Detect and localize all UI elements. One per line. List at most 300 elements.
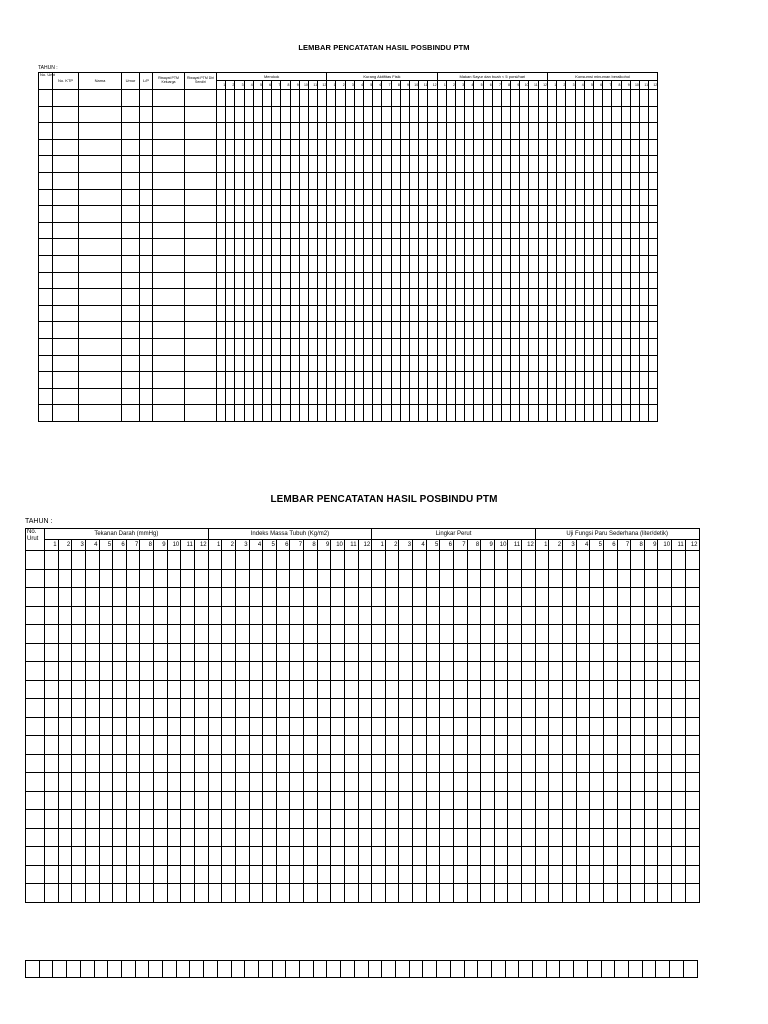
- cell: [557, 106, 566, 123]
- cell: [99, 643, 113, 662]
- cell: [399, 847, 413, 866]
- cell: [290, 355, 299, 372]
- cell: [331, 884, 345, 903]
- cell: [153, 405, 185, 422]
- cell: [413, 643, 427, 662]
- cell: [639, 289, 648, 306]
- cell: [58, 551, 72, 570]
- cell: [373, 106, 382, 123]
- cell: [344, 773, 358, 792]
- cell: [336, 123, 345, 140]
- cell: [644, 773, 658, 792]
- cell: [593, 255, 602, 272]
- cell: [538, 255, 547, 272]
- cell: [345, 106, 354, 123]
- cell: [344, 865, 358, 884]
- cell: [649, 222, 658, 239]
- cell: [126, 625, 140, 644]
- cell: [529, 106, 538, 123]
- cell: [658, 569, 672, 588]
- cell: [244, 90, 253, 107]
- cell: [566, 90, 575, 107]
- cell: [385, 791, 399, 810]
- cell: [658, 847, 672, 866]
- cell: [535, 588, 549, 607]
- cell: [290, 884, 304, 903]
- cell: [631, 588, 645, 607]
- month-header: 5: [263, 540, 277, 551]
- cell: [437, 961, 451, 978]
- cell: [557, 90, 566, 107]
- cell: [603, 588, 617, 607]
- cell: [474, 106, 483, 123]
- cell: [409, 222, 418, 239]
- cell: [85, 662, 99, 681]
- cell: [566, 355, 575, 372]
- cell: [181, 625, 195, 644]
- cell: [263, 828, 277, 847]
- cell: [344, 884, 358, 903]
- cell: [290, 405, 299, 422]
- cell: [72, 847, 86, 866]
- cell: [563, 699, 577, 718]
- cell: [58, 680, 72, 699]
- cell: [566, 289, 575, 306]
- cell: [58, 662, 72, 681]
- cell: [522, 662, 536, 681]
- cell: [208, 754, 222, 773]
- cell: [308, 123, 317, 140]
- cell: [630, 172, 639, 189]
- cell: [149, 961, 163, 978]
- ktp-header: No. KTP: [53, 73, 79, 90]
- cell: [317, 754, 331, 773]
- cell: [520, 322, 529, 339]
- cell: [113, 847, 127, 866]
- month-header: 10: [409, 81, 418, 90]
- cell: [426, 625, 440, 644]
- cell: [26, 699, 45, 718]
- cell: [455, 338, 464, 355]
- cell: [603, 239, 612, 256]
- cell: [587, 961, 601, 978]
- month-header: 10: [658, 540, 672, 551]
- cell: [122, 372, 140, 389]
- cell: [26, 606, 45, 625]
- cell: [621, 206, 630, 223]
- cell: [253, 123, 262, 140]
- cell: [122, 123, 140, 140]
- cell: [364, 156, 373, 173]
- cell: [222, 699, 236, 718]
- cell: [113, 588, 127, 607]
- cell: [253, 338, 262, 355]
- cell: [53, 123, 79, 140]
- cell: [603, 255, 612, 272]
- cell: [685, 551, 699, 570]
- cell: [617, 754, 631, 773]
- cell: [45, 662, 59, 681]
- cell: [140, 662, 154, 681]
- cell: [354, 206, 363, 223]
- cell: [566, 272, 575, 289]
- cell: [290, 255, 299, 272]
- cell: [85, 588, 99, 607]
- cell: [99, 680, 113, 699]
- cell: [317, 606, 331, 625]
- cell: [327, 189, 336, 206]
- cell: [494, 717, 508, 736]
- cell: [446, 405, 455, 422]
- cell: [644, 847, 658, 866]
- cell: [358, 680, 372, 699]
- cell: [382, 255, 391, 272]
- cell: [520, 272, 529, 289]
- cell: [249, 791, 263, 810]
- month-header: 12: [194, 540, 208, 551]
- cell: [455, 172, 464, 189]
- cell: [318, 90, 327, 107]
- cell: [372, 551, 386, 570]
- cell: [167, 828, 181, 847]
- cell: [413, 625, 427, 644]
- cell: [226, 156, 235, 173]
- cell: [235, 90, 244, 107]
- cell: [58, 606, 72, 625]
- cell: [79, 405, 122, 422]
- cell: [672, 773, 686, 792]
- cell: [153, 156, 185, 173]
- cell: [483, 90, 492, 107]
- cell: [395, 961, 409, 978]
- cell: [391, 123, 400, 140]
- cell: [53, 206, 79, 223]
- cell: [345, 189, 354, 206]
- cell: [290, 139, 299, 156]
- cell: [313, 961, 327, 978]
- cell: [584, 305, 593, 322]
- cell: [304, 551, 318, 570]
- cell: [373, 405, 382, 422]
- cell: [538, 338, 547, 355]
- cell: [658, 754, 672, 773]
- cell: [494, 754, 508, 773]
- cell: [520, 123, 529, 140]
- cell: [276, 699, 290, 718]
- cell: [546, 961, 560, 978]
- cell: [382, 139, 391, 156]
- cell: [304, 828, 318, 847]
- cell: [419, 289, 428, 306]
- cell: [58, 588, 72, 607]
- cell: [45, 717, 59, 736]
- cell: [566, 372, 575, 389]
- cell: [672, 606, 686, 625]
- month-header: 11: [529, 81, 538, 90]
- cell: [549, 865, 563, 884]
- cell: [426, 754, 440, 773]
- cell: [382, 388, 391, 405]
- cell: [354, 156, 363, 173]
- cell: [85, 736, 99, 755]
- cell: [481, 773, 495, 792]
- cell: [80, 961, 94, 978]
- cell: [419, 206, 428, 223]
- cell: [226, 172, 235, 189]
- cell: [185, 189, 217, 206]
- cell: [391, 388, 400, 405]
- cell: [453, 828, 467, 847]
- cell: [53, 305, 79, 322]
- cell: [428, 355, 437, 372]
- cell: [535, 884, 549, 903]
- cell: [358, 717, 372, 736]
- cell: [529, 388, 538, 405]
- cell: [140, 90, 153, 107]
- table-row: [26, 865, 700, 884]
- cell: [576, 736, 590, 755]
- month-header: 1: [45, 540, 59, 551]
- cell: [318, 338, 327, 355]
- cell: [336, 156, 345, 173]
- month-header: 8: [631, 540, 645, 551]
- cell: [649, 156, 658, 173]
- cell: [639, 90, 648, 107]
- cell: [617, 606, 631, 625]
- group-header: Merokok: [217, 73, 327, 81]
- cell: [522, 606, 536, 625]
- cell: [154, 680, 168, 699]
- cell: [85, 810, 99, 829]
- cell: [672, 717, 686, 736]
- cell: [126, 828, 140, 847]
- cell: [253, 388, 262, 405]
- cell: [549, 717, 563, 736]
- table-row: [39, 156, 658, 173]
- cell: [299, 189, 308, 206]
- cell: [465, 139, 474, 156]
- cell: [511, 405, 520, 422]
- cell: [299, 255, 308, 272]
- cell: [345, 272, 354, 289]
- table-row: [26, 588, 700, 607]
- cell: [511, 255, 520, 272]
- cell: [226, 123, 235, 140]
- cell: [419, 90, 428, 107]
- cell: [465, 123, 474, 140]
- cell: [318, 239, 327, 256]
- cell: [590, 569, 604, 588]
- cell: [167, 847, 181, 866]
- cell: [263, 680, 277, 699]
- table-row: [26, 847, 700, 866]
- cell: [235, 884, 249, 903]
- cell: [140, 239, 153, 256]
- cell: [244, 222, 253, 239]
- cell: [113, 884, 127, 903]
- cell: [672, 643, 686, 662]
- cell: [685, 865, 699, 884]
- cell: [373, 189, 382, 206]
- cell: [72, 754, 86, 773]
- cell: [426, 717, 440, 736]
- cell: [281, 172, 290, 189]
- cell: [181, 662, 195, 681]
- cell: [446, 322, 455, 339]
- cell: [272, 338, 281, 355]
- cell: [593, 123, 602, 140]
- cell: [140, 156, 153, 173]
- cell: [113, 717, 127, 736]
- cell: [446, 305, 455, 322]
- cell: [26, 662, 45, 681]
- cell: [400, 322, 409, 339]
- cell: [584, 139, 593, 156]
- cell: [440, 773, 454, 792]
- cell: [79, 372, 122, 389]
- cell: [399, 828, 413, 847]
- cell: [446, 123, 455, 140]
- cell: [440, 736, 454, 755]
- month-header: 7: [382, 81, 391, 90]
- cell: [208, 810, 222, 829]
- cell: [290, 717, 304, 736]
- cell: [520, 388, 529, 405]
- cell: [529, 222, 538, 239]
- cell: [557, 388, 566, 405]
- cell: [621, 172, 630, 189]
- cell: [644, 551, 658, 570]
- cell: [331, 606, 345, 625]
- cell: [344, 662, 358, 681]
- table-row: [39, 239, 658, 256]
- cell: [281, 405, 290, 422]
- cell: [413, 810, 427, 829]
- cell: [603, 405, 612, 422]
- cell: [331, 569, 345, 588]
- cell: [483, 372, 492, 389]
- cell: [85, 643, 99, 662]
- cell: [508, 717, 522, 736]
- cell: [235, 139, 244, 156]
- cell: [113, 828, 127, 847]
- cell: [492, 255, 501, 272]
- cell: [222, 643, 236, 662]
- cell: [437, 156, 446, 173]
- cell: [290, 189, 299, 206]
- cell: [494, 569, 508, 588]
- cell: [483, 222, 492, 239]
- cell: [483, 388, 492, 405]
- cell: [53, 139, 79, 156]
- cell: [26, 736, 45, 755]
- cell: [649, 355, 658, 372]
- cell: [644, 865, 658, 884]
- cell: [382, 305, 391, 322]
- cell: [263, 773, 277, 792]
- cell: [331, 699, 345, 718]
- cell: [630, 139, 639, 156]
- cell: [345, 372, 354, 389]
- cell: [290, 847, 304, 866]
- cell: [39, 90, 53, 107]
- cell: [272, 123, 281, 140]
- cell: [467, 791, 481, 810]
- cell: [249, 847, 263, 866]
- cell: [181, 606, 195, 625]
- cell: [327, 239, 336, 256]
- cell: [630, 338, 639, 355]
- cell: [26, 961, 40, 978]
- cell: [426, 736, 440, 755]
- cell: [331, 643, 345, 662]
- cell: [94, 961, 108, 978]
- cell: [262, 172, 271, 189]
- month-header: 2: [226, 81, 235, 90]
- cell: [79, 90, 122, 107]
- cell: [603, 754, 617, 773]
- cell: [113, 643, 127, 662]
- cell: [563, 828, 577, 847]
- cell: [235, 322, 244, 339]
- cell: [235, 625, 249, 644]
- cell: [391, 255, 400, 272]
- cell: [409, 372, 418, 389]
- cell: [455, 355, 464, 372]
- cell: [631, 847, 645, 866]
- cell: [153, 338, 185, 355]
- cell: [474, 172, 483, 189]
- month-header: 3: [566, 81, 575, 90]
- cell: [522, 810, 536, 829]
- cell: [621, 405, 630, 422]
- cell: [299, 172, 308, 189]
- cell: [354, 189, 363, 206]
- cell: [501, 239, 510, 256]
- cell: [126, 773, 140, 792]
- month-header: 1: [548, 81, 557, 90]
- cell: [419, 338, 428, 355]
- cell: [39, 222, 53, 239]
- cell: [501, 322, 510, 339]
- cell: [522, 625, 536, 644]
- cell: [520, 106, 529, 123]
- cell: [465, 338, 474, 355]
- cell: [373, 388, 382, 405]
- cell: [593, 338, 602, 355]
- cell: [437, 189, 446, 206]
- cell: [304, 717, 318, 736]
- cell: [529, 206, 538, 223]
- cell: [658, 865, 672, 884]
- cell: [58, 773, 72, 792]
- cell: [385, 810, 399, 829]
- cell: [373, 139, 382, 156]
- cell: [345, 388, 354, 405]
- cell: [140, 847, 154, 866]
- cell: [253, 222, 262, 239]
- cell: [72, 569, 86, 588]
- cell: [153, 388, 185, 405]
- cell: [590, 588, 604, 607]
- cell: [373, 289, 382, 306]
- cell: [39, 355, 53, 372]
- cell: [548, 255, 557, 272]
- month-header: 7: [126, 540, 140, 551]
- cell: [649, 372, 658, 389]
- cell: [501, 405, 510, 422]
- cell: [262, 355, 271, 372]
